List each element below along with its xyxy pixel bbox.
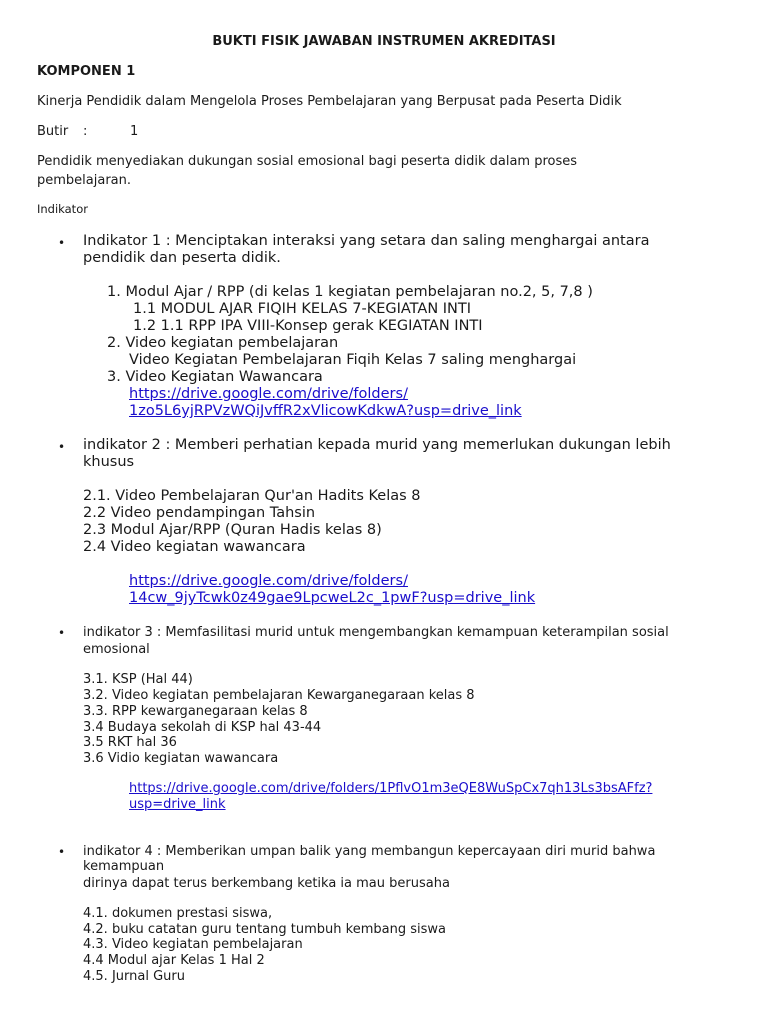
indikator-label: Indikator [37, 202, 88, 216]
ind3-item: 3.4 Budaya sekolah di KSP hal 43-44 [83, 720, 322, 735]
ind1-item-2: 2. Video kegiatan pembelajaran [107, 335, 339, 351]
ind2-item: 2.3 Modul Ajar/RPP (Quran Hadis kelas 8) [83, 522, 382, 538]
ind2-drive-link-line-2[interactable]: 14cw_9jyTcwk0z49gae9LpcweL2c_1pwF?usp=drive_link [129, 590, 536, 606]
ind3-item: 3.2. Video kegiatan pembelajaran Kewarganegaraan kelas 8 [83, 688, 475, 703]
ind4-item: 4.1. dokumen prestasi siswa, [83, 906, 273, 921]
ind2-item: 2.4 Video kegiatan wawancara [83, 539, 306, 555]
ind3-drive-link-line-2[interactable]: usp=drive_link [129, 797, 226, 812]
ind3-item: 3.6 Vidio kegiatan wawancara [83, 751, 279, 766]
butir-separator: : [83, 124, 88, 139]
bullet-icon: • [58, 626, 66, 640]
ind1-item-3: 3. Video Kegiatan Wawancara [107, 369, 323, 385]
ind1-drive-link-line-1[interactable]: https://drive.google.com/drive/folders/ [129, 386, 408, 402]
indikator-2-line-1: indikator 2 : Memberi perhatian kepada murid yang memerlukan dukungan lebih [83, 437, 671, 453]
indikator-4-line-1: indikator 4 : Memberikan umpan balik yang membangun kepercayaan diri murid bahwa [83, 844, 656, 859]
ind4-item: 4.3. Video kegiatan pembelajaran [83, 937, 303, 952]
ind4-item: 4.4 Modul ajar Kelas 1 Hal 2 [83, 953, 265, 968]
ind4-item: 4.5. Jurnal Guru [83, 969, 185, 984]
ind1-item-1-1: 1.1 MODUL AJAR FIQIH KELAS 7-KEGIATAN INTI [133, 301, 472, 317]
indikator-4-line-3: dirinya dapat terus berkembang ketika ia mau berusaha [83, 876, 450, 891]
indikator-3-line-1: indikator 3 : Memfasilitasi murid untuk mengembangkan kemampuan keterampilan sosial [83, 625, 669, 640]
description-line-2: pembelajaran. [37, 173, 132, 188]
ind3-item: 3.1. KSP (Hal 44) [83, 672, 193, 687]
butir-label: Butir [37, 124, 69, 139]
indikator-1-line-1: Indikator 1 : Menciptakan interaksi yang setara dan saling menghargai antara [83, 233, 650, 249]
document-title: BUKTI FISIK JAWABAN INSTRUMEN AKREDITASI [212, 34, 556, 49]
ind3-item: 3.3. RPP kewarganegaraan kelas 8 [83, 704, 308, 719]
indikator-4-line-2: kemampuan [83, 859, 165, 874]
ind2-item: 2.2 Video pendampingan Tahsin [83, 505, 316, 521]
kinerja-text: Kinerja Pendidik dalam Mengelola Proses Pembelajaran yang Berpusat pada Peserta Didik [37, 94, 622, 109]
ind1-item-1: 1. Modul Ajar / RPP (di kelas 1 kegiatan pembelajaran no.2, 5, 7,8 ) [107, 284, 593, 300]
bullet-icon: • [58, 845, 66, 859]
bullet-icon: • [58, 236, 66, 250]
bullet-icon: • [58, 440, 66, 454]
ind4-item: 4.2. buku catatan guru tentang tumbuh kembang siswa [83, 922, 446, 937]
description-line-1: Pendidik menyediakan dukungan sosial emosional bagi peserta didik dalam proses [37, 154, 578, 169]
butir-value: 1 [130, 124, 139, 139]
indikator-3-line-2: emosional [83, 642, 150, 657]
ind1-item-1-2: 1.2 1.1 RPP IPA VIII-Konsep gerak KEGIATAN INTI [133, 318, 483, 334]
ind1-item-2-sub: Video Kegiatan Pembelajaran Fiqih Kelas 7 saling menghargai [129, 352, 577, 368]
komponen-heading: KOMPONEN 1 [37, 64, 136, 79]
ind3-item: 3.5 RKT hal 36 [83, 735, 177, 750]
indikator-1-line-2: pendidik dan peserta didik. [83, 250, 281, 266]
indikator-2-line-2: khusus [83, 454, 135, 470]
ind2-item: 2.1. Video Pembelajaran Qur'an Hadits Kelas 8 [83, 488, 421, 504]
ind1-drive-link-line-2[interactable]: 1zo5L6yjRPVzWQiJvffR2xVlicowKdkwA?usp=drive_link [129, 403, 522, 419]
ind3-drive-link-line-1[interactable]: https://drive.google.com/drive/folders/1PflvO1m3eQE8WuSpCx7qh13Ls3bsAFfz? [129, 781, 653, 796]
ind2-drive-link-line-1[interactable]: https://drive.google.com/drive/folders/ [129, 573, 408, 589]
